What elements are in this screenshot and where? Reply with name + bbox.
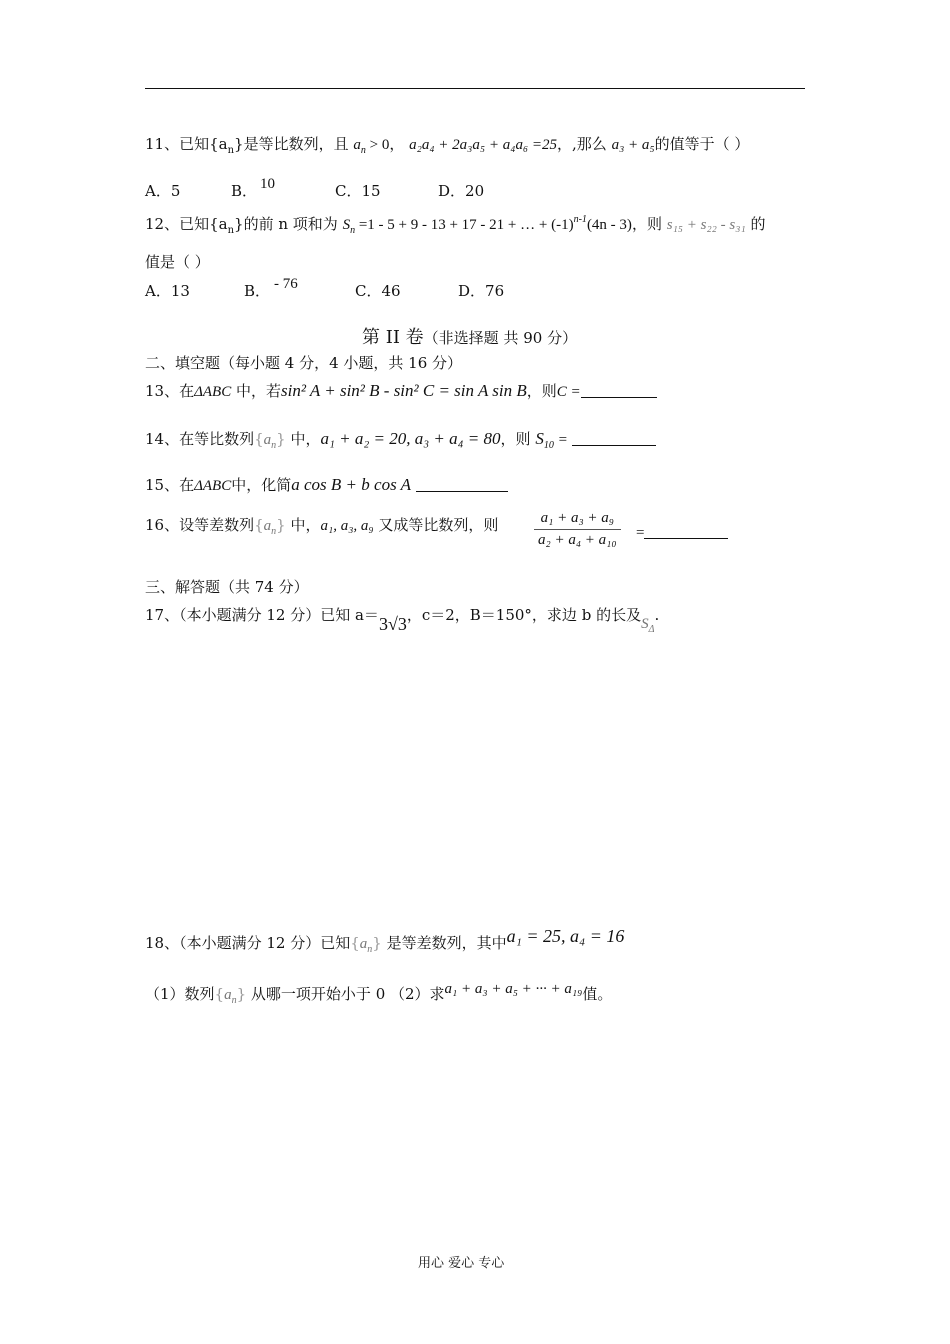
q18-seq: $a_n$ <box>359 936 373 955</box>
q16-prefix: 16、设等差数列 <box>145 516 255 534</box>
q12-prefix: 12、已知{a <box>145 215 228 233</box>
q13-answer-blank[interactable] <box>581 383 657 398</box>
question-18: 18、（本小题满分 12 分）已知$\{a_n\}$ 是等差数列，其中a₁ = 25, a₄ = 16 <box>145 926 625 955</box>
q13-prefix: 13、在 <box>145 382 195 400</box>
q16-eq: = <box>636 525 645 541</box>
question-17 <box>145 604 660 635</box>
q14-eq-sign: = <box>558 432 568 448</box>
q15-mid: 中，化简 <box>231 476 292 494</box>
header-rule <box>145 88 805 89</box>
q17-a-value: 3√3 <box>378 614 407 634</box>
section-2-heading: 第 II 卷 <box>362 327 424 348</box>
q11-cond1: $a_n > 0$ <box>353 137 390 156</box>
question-18-parts: （1）数列$\{a_n\}$ 从哪一项开始小于 0 （2）求a₁ + a₃ + a₅ + ··· + a₁₉值。 <box>145 981 613 1006</box>
q11-option-b-value: 10 <box>260 176 275 192</box>
section-3-heading: 三、解答题（共 74 分） <box>145 578 309 596</box>
q16-seq: $a_n$ <box>263 518 277 537</box>
q11-sub: n <box>227 145 235 156</box>
q17-end: . <box>654 606 660 624</box>
q16-terms: a₁, a₃, a₉ <box>320 518 374 534</box>
q12-option-a: A．13 <box>145 282 190 300</box>
q15-prefix: 15、在 <box>145 476 195 494</box>
q12-option-b-value: - 76 <box>274 276 298 292</box>
q17-mid: ，c＝2，B＝150°，求边 b 的长及 <box>406 606 642 624</box>
q18-part1-prefix: （1）数列 <box>145 985 215 1003</box>
q13-equation: sin² A + sin² B - sin² C = sin A sin B <box>281 381 527 400</box>
q13-target: C = <box>556 384 581 400</box>
q17-area: $S_\Delta$ <box>641 616 655 635</box>
q12-then: ，则 <box>631 215 662 233</box>
q12-mid: }的前 n 项和为 <box>234 215 338 233</box>
q12-option-c: C．46 <box>355 282 401 300</box>
question-15 <box>145 474 508 495</box>
q12-formula: $S_n =1 - 5 + 9 - 13 + 17 - 21$ + … + $(-1)^{n-1}(4n - 3)$ <box>342 214 632 236</box>
q11-target: a₃ + a₅ <box>611 137 655 153</box>
q16-mid2: 又成等比数列，则 <box>378 516 499 534</box>
q12-sub: n <box>227 225 235 236</box>
q18-seq-2: $a_n$ <box>224 987 237 1006</box>
q11-option-c: C．15 <box>335 182 381 200</box>
q18-part1-rest: 从哪一项开始小于 0 （2）求 <box>250 985 445 1003</box>
q11-option-b: B． <box>231 182 258 200</box>
q11-comma: ， <box>389 135 405 153</box>
q11-suffix: 的值等于（ ） <box>654 135 750 153</box>
q16-fraction <box>534 510 621 549</box>
q16-denominator: a₂ + a₄ + a₁₀ <box>538 532 617 548</box>
q15-triangle: ΔABC <box>194 478 232 494</box>
q12-option-d: D．76 <box>458 282 505 300</box>
q12-option-b: B． <box>244 282 271 300</box>
q16-mid: 中， <box>290 516 321 534</box>
q16-numerator: a₁ + a₃ + a₉ <box>534 510 621 530</box>
q12-expr: s₁₅ + s₂₂ - s₃₁ <box>666 217 746 233</box>
question-14: 14、在等比数列$\{a_n\}$ 中，a₁ + a₂ = 20, a₃ + a₄ = 80，则 $S_{10}$ = <box>145 428 656 451</box>
q14-then: ，则 <box>500 430 531 448</box>
question-13 <box>145 380 657 401</box>
q14-mid: 中， <box>290 430 321 448</box>
q13-mid: 中，若 <box>236 382 282 400</box>
question-11 <box>145 133 749 156</box>
question-16: 16、设等差数列$\{a_n\}$ 中，a₁, a₃, a₉ 又成等比数列，则 <box>145 516 499 537</box>
q18-prefix: 18、（本小题满分 12 分）已知 <box>145 934 351 952</box>
section-2-subtitle: （非选择题 共 90 分） <box>423 329 578 347</box>
q11-prefix: 11、已知{a <box>145 135 228 153</box>
q14-target: $S_{10}$ <box>535 429 554 451</box>
q14-prefix: 14、在等比数列 <box>145 430 255 448</box>
q16-answer <box>636 523 728 542</box>
q12-de: 的 <box>750 215 766 233</box>
q18-end: 值。 <box>582 985 613 1003</box>
question-12 <box>145 213 765 236</box>
q18-mid: 是等差数列，其中 <box>386 934 507 952</box>
q11-mid: }是等比数列，且 <box>234 135 349 153</box>
q15-answer-blank[interactable] <box>416 477 508 492</box>
q13-then: ，则 <box>526 382 557 400</box>
section-2-title <box>362 323 577 349</box>
q18-condition: a₁ = 25, a₄ = 16 <box>506 926 625 946</box>
q11-suffix-before: ，,那么 <box>557 135 607 153</box>
q12-line2: 值是（ ） <box>145 253 210 271</box>
fill-heading: 二、填空题（每小题 4 分，4 小题，共 16 分） <box>145 354 463 372</box>
q18-sum: a₁ + a₃ + a₅ + ··· + a₁₉ <box>444 981 583 997</box>
q14-answer-blank[interactable] <box>572 431 656 446</box>
q14-equation: a₁ + a₂ = 20, a₃ + a₄ = 80 <box>320 429 501 448</box>
q11-option-d: D．20 <box>438 182 485 200</box>
footer: 用心 爱心 专心 <box>418 1256 505 1271</box>
q14-seq: $a_n$ <box>263 432 277 451</box>
q13-triangle: ΔABC <box>194 384 232 400</box>
q16-answer-blank[interactable] <box>644 524 728 539</box>
q11-option-a: A．5 <box>145 182 181 200</box>
q11-cond2: a₂a₄ + 2a₃a₅ + a₄a₆ =25 <box>409 137 558 153</box>
q17-prefix: 17、（本小题满分 12 分）已知 a＝ <box>145 606 379 624</box>
q15-expression: a cos B + b cos A <box>291 475 412 494</box>
